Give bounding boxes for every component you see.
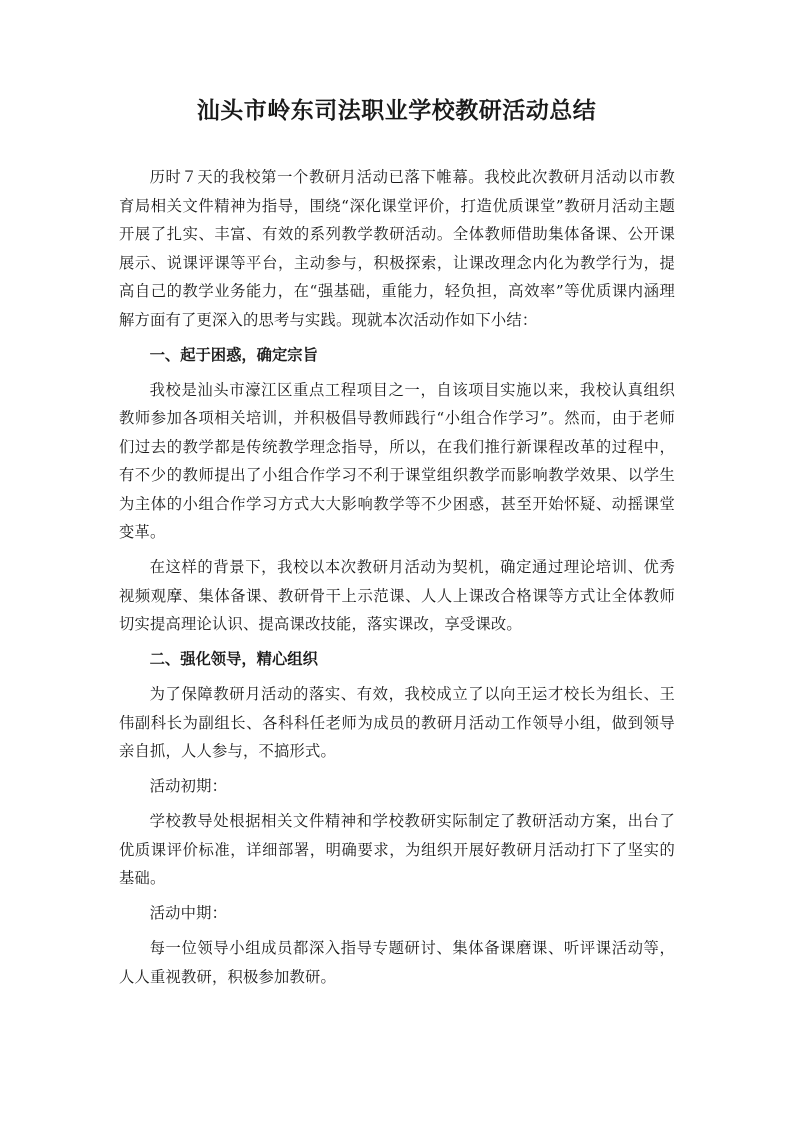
phase-mid-label: 活动中期： — [149, 904, 228, 922]
section-1-paragraph-1: 我校是汕头市濠江区重点工程项目之一，自该项目实施以来，我校认真组织教师参加各项相关培训，并积极倡导教师践行“小组合作学习”。然而，由于老师们过去的教学都是传统教学理念指导，所以，在我们推行新课程改革的过程中，有不少的教师提出了小组合作学习不利于课堂组织教学而影响教学效果、以学生为主体的小组合作学习方式大大影响教学等不少困惑，甚至开始怀疑、动摇课堂变革。 — [119, 380, 675, 541]
section-heading-2: 二、强化领导，精心组织 — [149, 650, 318, 668]
section-2-paragraph-1: 为了保障教研月活动的落实、有效，我校成立了以向王运才校长为组长、王伟副科长为副组长、各科科任老师为成员的教研月活动工作领导小组，做到领导亲自抓，人人参与，不搞形式。 — [119, 685, 675, 760]
section-1-paragraph-2: 在这样的背景下，我校以本次教研月活动为契机，确定通过理论培训、优秀视频观摩、集体备课、教研骨干上示范课、人人上课改合格课等方式让全体教师切实提高理论认识、提高课改技能，落实课改，享受课改。 — [119, 558, 675, 633]
phase-early-paragraph: 学校教导处根据相关文件精神和学校教研实际制定了教研活动方案，出台了优质课评价标准，详细部署，明确要求，为组织开展好教研月活动打下了坚实的基础。 — [119, 812, 675, 887]
document-body — [119, 163, 675, 998]
document-title: 汕头市岭东司法职业学校教研活动总结 — [196, 97, 597, 124]
phase-early-label: 活动初期： — [149, 777, 228, 795]
section-heading-1: 一、起于困惑，确定宗旨 — [149, 345, 318, 364]
phase-mid-paragraph: 每一位领导小组成员都深入指导专题研讨、集体备课磨课、听评课活动等，人人重视教研，积极参加教研。 — [119, 939, 675, 986]
intro-paragraph: 历时７天的我校第一个教研月活动已落下帷幕。我校此次教研月活动以市教育局相关文件精神为指导，围绕“深化课堂评价，打造优质课堂”教研月活动主题开展了扎实、丰富、有效的系列教学教研活动。全体教师借助集体备课、公开课展示、说课评课等平台，主动参与，积极探索，让课改理念内化为教学行为，提高自己的教学业务能力，在“强基础，重能力，轻负担，高效率”等优质课内涵理解方面有了更深入的思考与实践。现就本次活动作如下小结： — [119, 168, 675, 329]
